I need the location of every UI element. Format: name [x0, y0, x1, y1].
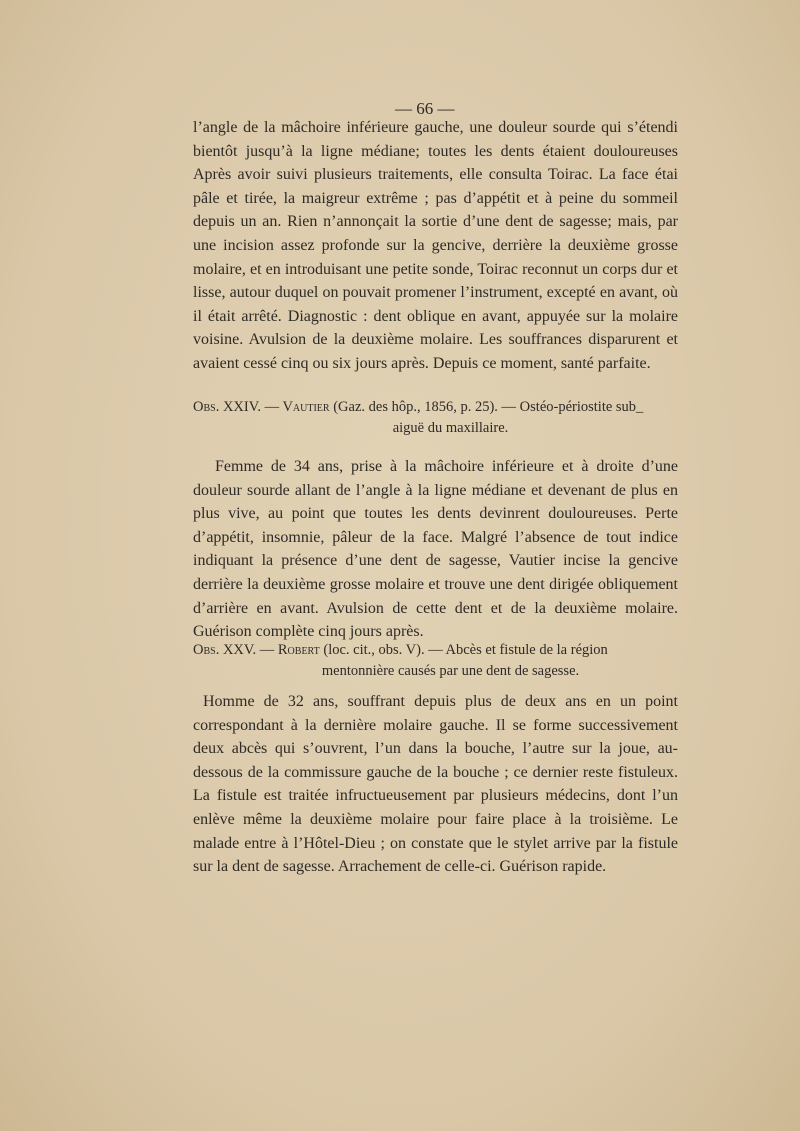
observation-reference: (loc. cit., obs. V). — Abcès et fistule de la région: [319, 642, 608, 658]
paragraph-continued-observation: l’angle de la mâchoire inférieure gauche, une douleur sourde qui s’étendi bientôt jusqu’à la ligne médiane; toutes les dents étaient douloureuses Après avoir suivi plusieurs traitements, elle consulta Toirac. La face étai pâle et tirée, la maigreur extrême ; pas d’appétit et à peine du sommeil depuis un an. Rien n’annonçait la sortie d’une dent de sagesse; mais, par une incision assez profonde sur la gencive, derrière la deuxième grosse molaire, et en introduisant une petite sonde, Toirac reconnut un corps dur et lisse, autour duquel on pouvait promener l’instrument, excepté en avant, où il était arrêté. Diagnostic : dent oblique en avant, appuyée sur la molaire voisine. Avulsion de la deuxième molaire. Les souffrances disparurent et avaient cessé cinq ou six jours après. Depuis ce moment, santé parfaite.: [193, 119, 678, 372]
observation-title-continued: aiguë du maxillaire.: [392, 420, 509, 436]
observation-label: Obs. XXIV. —: [193, 399, 283, 415]
paragraph-observation-25: Homme de 32 ans, souffrant depuis plus de deux ans en un point correspondant à la dernière molaire gauche. Il se forme successivement deux abcès qui s’ouvrent, l’un dans la bouche, l’autre sur la joue, au-dessous de la commissure gauche de la bouche ; ce dernier reste fistuleux. La fistule est traitée infructueusement par plusieurs médecins, dont l’un enlève même la deuxième molaire pour faire place à la troisième. Le malade entre à l’Hôtel-Dieu ; on constate que le stylet arrive par la fistule sur la dent de sagesse. Arrachement de celle-ci. Guérison rapide.: [193, 693, 678, 876]
observation-label: Obs. XXV. —: [193, 642, 278, 658]
observation-author: Robert: [277, 642, 320, 658]
page-number: — 66 —: [395, 99, 455, 118]
observation-author: Vautier: [282, 399, 330, 415]
observation-title-continued: mentonnière causés par une dent de sagesse.: [321, 663, 580, 679]
observation-heading-24: [193, 397, 678, 439]
observation-reference: (Gaz. des hôp., 1856, p. 25). — Ostéo-périostite sub_: [329, 399, 644, 415]
paragraph-observation-24: Femme de 34 ans, prise à la mâchoire inférieure et à droite d’une douleur sourde allant de l’angle à la ligne médiane et devenant de plus en plus vive, au point que toutes les dents devinrent douloureuses. Perte d’appétit, insomnie, pâleur de la face. Malgré l’absence de tout indice indiquant la présence d’une dent de sagesse, Vautier incise la gencive derrière la deuxième grosse molaire et trouve une dent dirigée obliquement d’arrière en avant. Avulsion de cette dent et de la deuxième molaire. Guérison complète cinq jours après.: [193, 458, 678, 641]
observation-heading-25: [193, 640, 678, 682]
